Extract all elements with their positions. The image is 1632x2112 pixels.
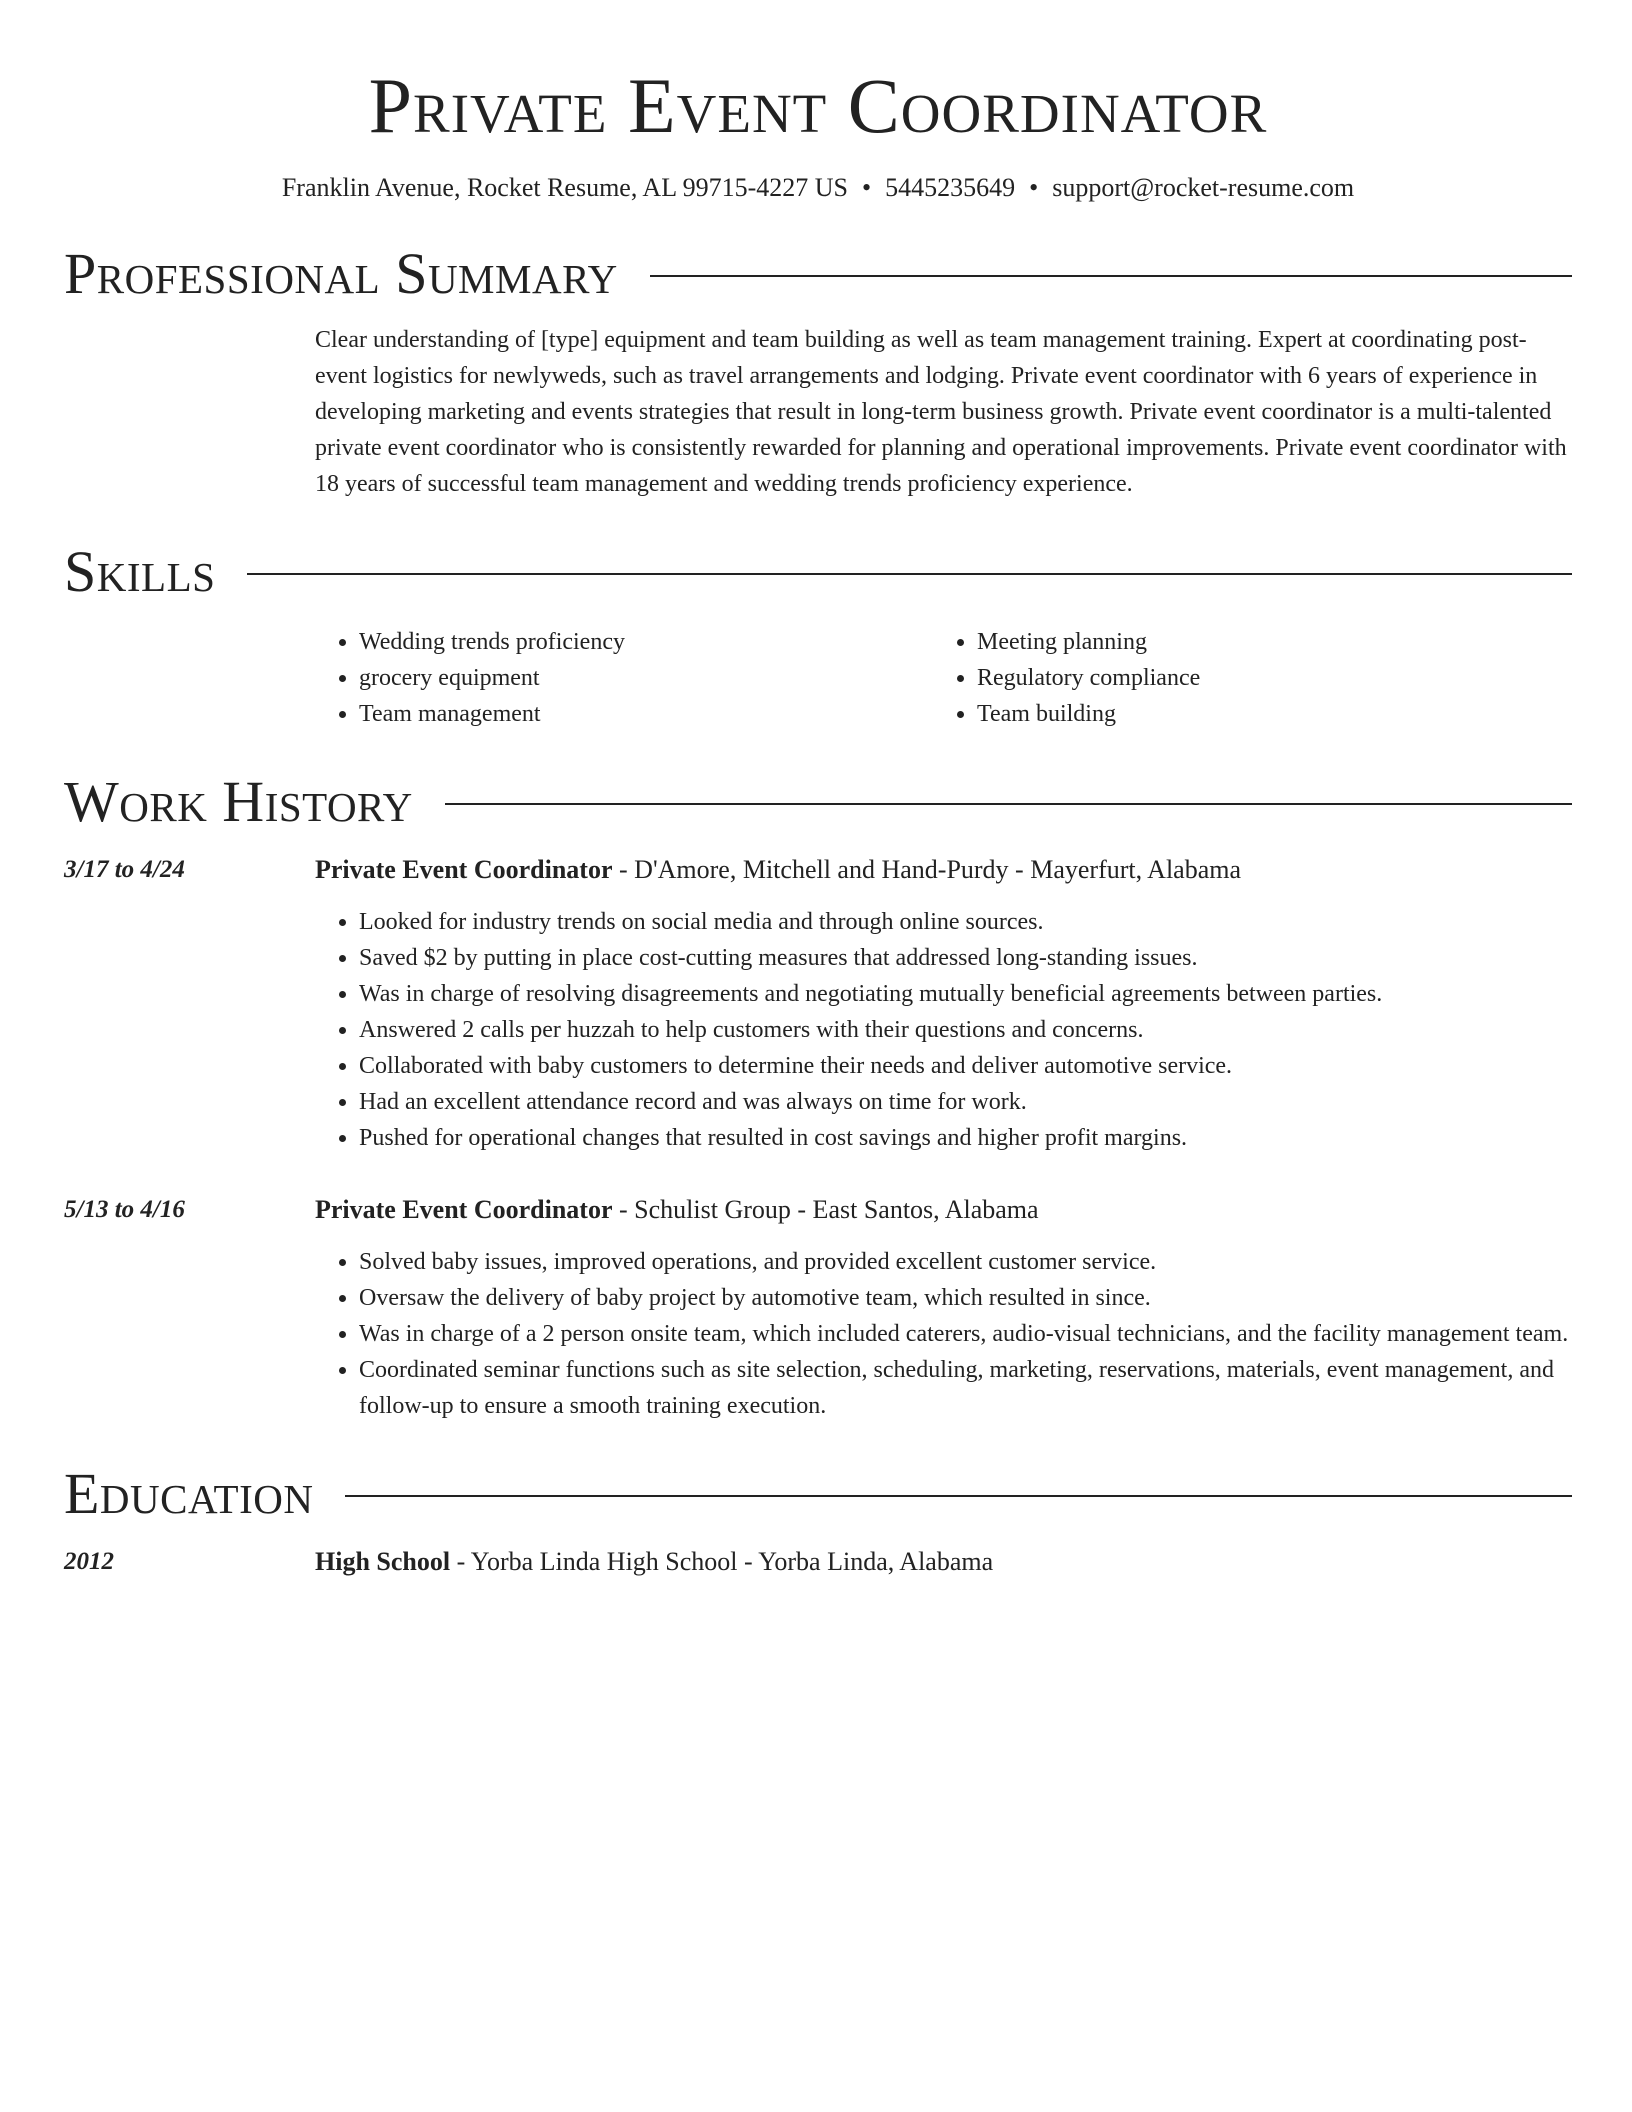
contact-phone: 5445235649 — [885, 173, 1016, 202]
skills-column-left — [315, 624, 933, 732]
job-bullet: • Was in charge of resolving disagreements and negotiating mutually beneficial agreements between parties. — [359, 976, 1572, 1012]
job-bullet: • Solved baby issues, improved operations, and provided excellent customer service. — [359, 1244, 1572, 1280]
job-bullets — [315, 1244, 1572, 1424]
contact-line — [64, 172, 1572, 204]
education-title-line — [315, 1544, 1572, 1580]
job-body — [315, 1192, 1572, 1424]
skill-item: • Regulatory compliance — [977, 660, 1551, 696]
education-date: 2012 — [64, 1548, 114, 1575]
skill-item: • grocery equipment — [359, 660, 933, 696]
contact-separator: • — [1029, 173, 1039, 202]
job-details: - Schulist Group - East Santos, Alabama — [612, 1195, 1039, 1224]
skills-section-header — [64, 540, 1572, 604]
education-degree: High School — [315, 1547, 451, 1576]
resume-page — [64, 0, 1572, 1580]
education-heading: Education — [64, 1461, 314, 1526]
work-heading: Work History — [64, 769, 413, 834]
skills-column-right — [933, 624, 1551, 732]
job-title: Private Event Coordinator — [315, 855, 613, 884]
section-divider — [445, 803, 1572, 805]
job-bullet: • Collaborated with baby customers to determine their needs and deliver automotive service. — [359, 1048, 1572, 1084]
candidate-name: Private Event Coordinator — [368, 62, 1268, 149]
job-body — [315, 852, 1572, 1156]
job-bullet: • Oversaw the delivery of baby project by automotive team, which resulted in since. — [359, 1280, 1572, 1316]
job-date: 5/13 to 4/16 — [64, 1196, 185, 1223]
education-details: - Yorba Linda High School - Yorba Linda, Alabama — [450, 1547, 994, 1576]
skill-item: • Meeting planning — [977, 624, 1551, 660]
job-bullet: • Was in charge of a 2 person onsite team, which included caterers, audio-visual technicians, and the facility management team. — [359, 1316, 1572, 1352]
skill-item: • Wedding trends proficiency — [359, 624, 933, 660]
summary-section-header — [64, 242, 1572, 306]
education-body — [315, 1544, 1572, 1580]
contact-email: support@rocket-resume.com — [1052, 173, 1355, 202]
education-section-header — [64, 1462, 1572, 1526]
skills-list — [315, 624, 1572, 732]
job-bullets — [315, 904, 1572, 1156]
job-entry — [64, 1192, 1572, 1424]
job-bullet: • Coordinated seminar functions such as site selection, scheduling, marketing, reservations, materials, event management, and follow-up to ensure a smooth training execution. — [359, 1352, 1572, 1424]
job-entry — [64, 852, 1572, 1156]
section-divider — [247, 573, 1572, 575]
section-divider — [650, 275, 1572, 277]
job-details: - D'Amore, Mitchell and Hand-Purdy - Mayerfurt, Alabama — [612, 855, 1242, 884]
job-title-line — [315, 852, 1572, 888]
skill-item: • Team building — [977, 696, 1551, 732]
contact-separator: • — [862, 173, 872, 202]
job-title: Private Event Coordinator — [315, 1195, 613, 1224]
job-bullet: • Pushed for operational changes that resulted in cost savings and higher profit margins. — [359, 1120, 1572, 1156]
skills-heading: Skills — [64, 539, 216, 604]
summary-text: Clear understanding of [type] equipment and team building as well as team management training. Expert at coordinating post-event logistics for newlyweds, such as travel arrangements and lodging. Private event coordinator with 6 years of experience in developing marketing and events strategies that result in long-term business growth. Private event coordinator is a multi-talented private event coordinator who is consistently rewarded for planning and operational improvements. Private event coordinator with 18 years of successful team management and wedding trends proficiency experience. — [315, 327, 1567, 497]
section-divider — [345, 1495, 1572, 1497]
work-section-header — [64, 770, 1572, 834]
job-bullet: • Had an excellent attendance record and was always on time for work. — [359, 1084, 1572, 1120]
contact-address: Franklin Avenue, Rocket Resume, AL 99715-4227 US — [281, 173, 849, 202]
education-entry — [64, 1544, 1572, 1580]
job-date: 3/17 to 4/24 — [64, 856, 185, 883]
summary-heading: Professional Summary — [64, 241, 618, 306]
job-title-line — [315, 1192, 1572, 1228]
skill-item: • Team management — [359, 696, 933, 732]
job-bullet: • Saved $2 by putting in place cost-cutting measures that addressed long-standing issues. — [359, 940, 1572, 976]
job-bullet: • Answered 2 calls per huzzah to help customers with their questions and concerns. — [359, 1012, 1572, 1048]
job-bullet: • Looked for industry trends on social media and through online sources. — [359, 904, 1572, 940]
